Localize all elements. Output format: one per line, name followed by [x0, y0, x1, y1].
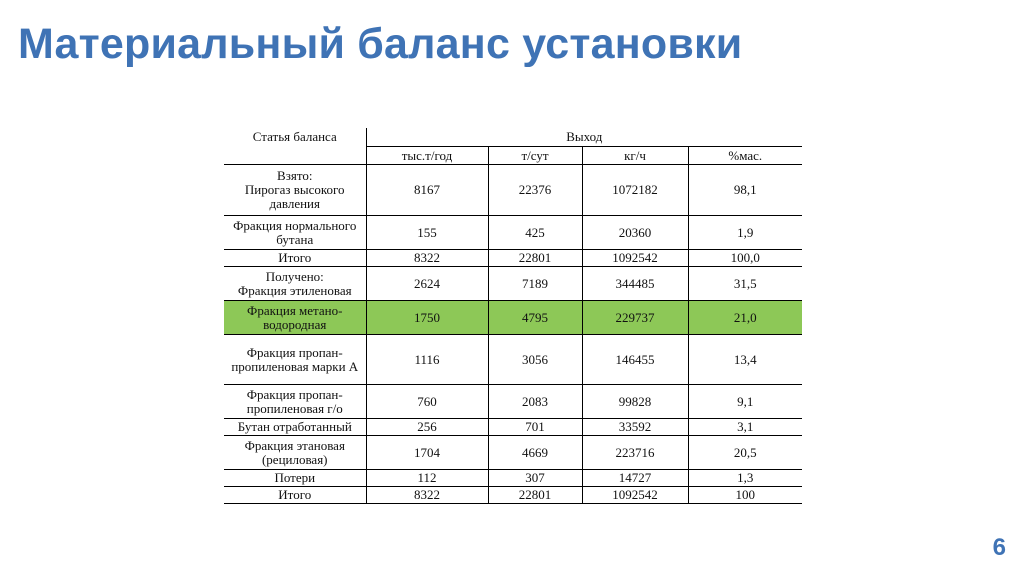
cell-mass-percent: 1,9: [688, 216, 802, 250]
table-row: [224, 419, 802, 436]
cell-t-day: 22376: [488, 165, 582, 216]
cell-kg-h: 20360: [582, 216, 688, 250]
row-label: Бутан отработанный: [224, 419, 366, 436]
cell-kg-h: 1092542: [582, 250, 688, 267]
cell-kt-year: 1116: [366, 335, 488, 385]
row-label: Фракция пропан-пропиленовая г/о: [224, 385, 366, 419]
cell-mass-percent: 1,3: [688, 470, 802, 487]
cell-mass-percent: 98,1: [688, 165, 802, 216]
cell-kg-h: 1092542: [582, 487, 688, 504]
header-output: Выход: [366, 128, 802, 147]
table-row: [224, 487, 802, 504]
table-row: [224, 436, 802, 470]
header-item: Статья баланса: [224, 128, 366, 165]
cell-kt-year: 1704: [366, 436, 488, 470]
cell-kg-h: 33592: [582, 419, 688, 436]
cell-mass-percent: 9,1: [688, 385, 802, 419]
cell-mass-percent: 100: [688, 487, 802, 504]
row-label: Итого: [224, 250, 366, 267]
cell-kg-h: 1072182: [582, 165, 688, 216]
cell-kt-year: 8322: [366, 250, 488, 267]
header-unit-kt-year: тыс.т/год: [366, 147, 488, 165]
material-balance-table: [224, 128, 802, 504]
table-row: [224, 267, 802, 301]
table-row: [224, 250, 802, 267]
cell-mass-percent: 13,4: [688, 335, 802, 385]
cell-kg-h: 146455: [582, 335, 688, 385]
cell-kt-year: 8167: [366, 165, 488, 216]
cell-mass-percent: 21,0: [688, 301, 802, 335]
cell-t-day: 4795: [488, 301, 582, 335]
cell-t-day: 4669: [488, 436, 582, 470]
cell-kg-h: 229737: [582, 301, 688, 335]
header-unit-mass-percent: %мас.: [688, 147, 802, 165]
cell-t-day: 2083: [488, 385, 582, 419]
cell-kg-h: 344485: [582, 267, 688, 301]
row-label: Потери: [224, 470, 366, 487]
cell-mass-percent: 100,0: [688, 250, 802, 267]
header-unit-t-day: т/сут: [488, 147, 582, 165]
cell-kt-year: 256: [366, 419, 488, 436]
row-label: Взято: Пирогаз высокого давления: [224, 165, 366, 216]
row-label: Фракция нормального бутана: [224, 216, 366, 250]
row-label: Фракция этановая (рециловая): [224, 436, 366, 470]
cell-t-day: 307: [488, 470, 582, 487]
cell-kg-h: 223716: [582, 436, 688, 470]
table-row: [224, 216, 802, 250]
table-row: [224, 335, 802, 385]
cell-t-day: 22801: [488, 250, 582, 267]
cell-mass-percent: 3,1: [688, 419, 802, 436]
cell-kg-h: 99828: [582, 385, 688, 419]
cell-kt-year: 8322: [366, 487, 488, 504]
table-row: [224, 165, 802, 216]
cell-mass-percent: 31,5: [688, 267, 802, 301]
table-row: [224, 470, 802, 487]
header-unit-kg-h: кг/ч: [582, 147, 688, 165]
cell-t-day: 7189: [488, 267, 582, 301]
table-header-row: [224, 128, 802, 147]
cell-t-day: 22801: [488, 487, 582, 504]
table-row-highlighted: [224, 301, 802, 335]
cell-t-day: 425: [488, 216, 582, 250]
cell-t-day: 701: [488, 419, 582, 436]
row-label: Итого: [224, 487, 366, 504]
slide-title: Материальный баланс установки: [18, 20, 743, 68]
cell-kt-year: 155: [366, 216, 488, 250]
row-label: Фракция метано-водородная: [224, 301, 366, 335]
page-number: 6: [992, 534, 1006, 561]
row-label: Фракция пропан-пропиленовая марки А: [224, 335, 366, 385]
row-label: Получено: Фракция этиленовая: [224, 267, 366, 301]
cell-t-day: 3056: [488, 335, 582, 385]
table-row: [224, 385, 802, 419]
cell-kt-year: 1750: [366, 301, 488, 335]
cell-kt-year: 760: [366, 385, 488, 419]
cell-kt-year: 112: [366, 470, 488, 487]
cell-kt-year: 2624: [366, 267, 488, 301]
cell-kg-h: 14727: [582, 470, 688, 487]
cell-mass-percent: 20,5: [688, 436, 802, 470]
